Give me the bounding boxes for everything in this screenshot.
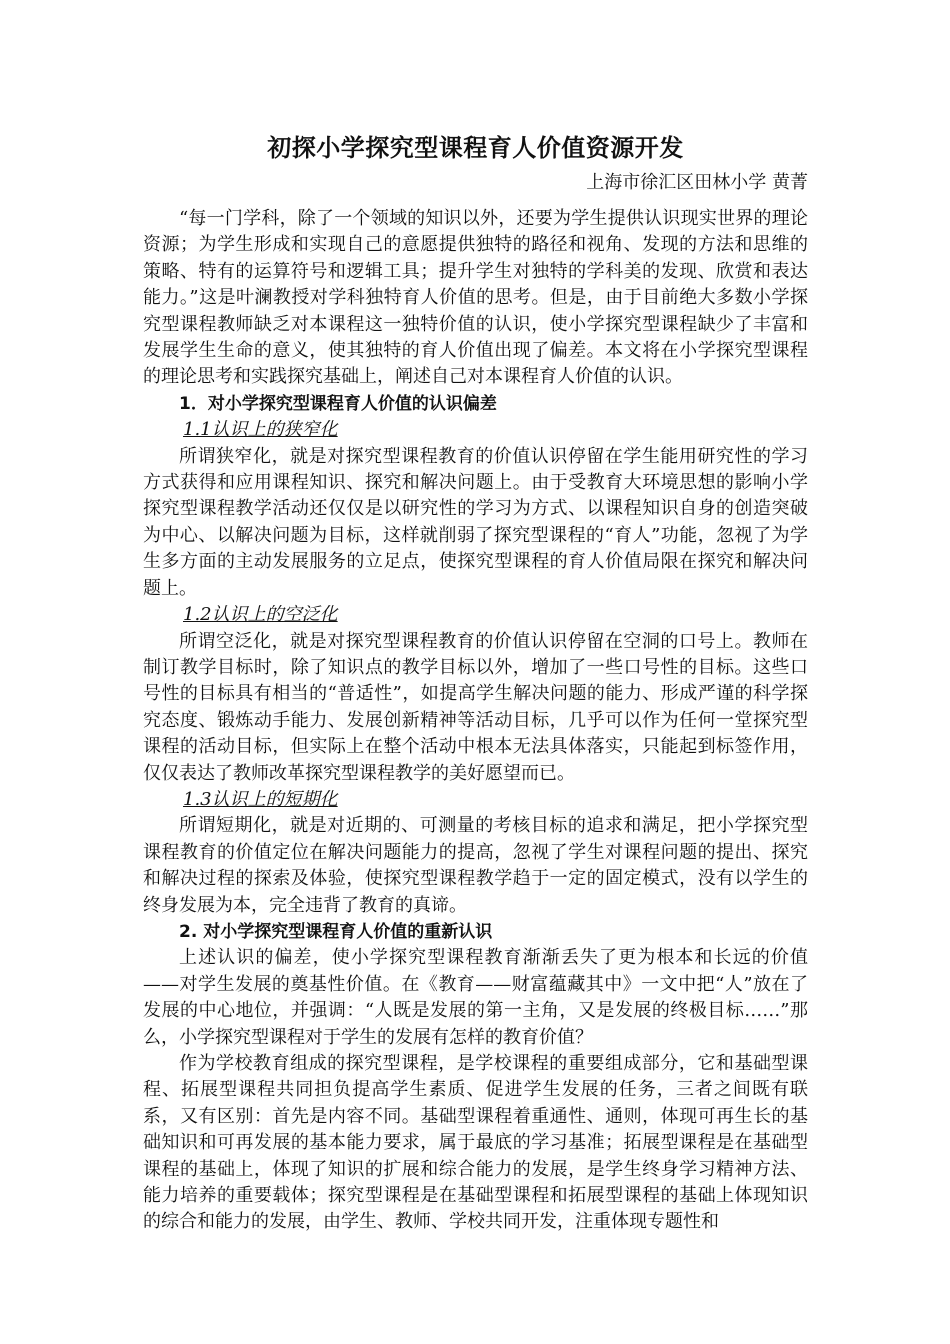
section-2-paragraph-2: 作为学校教育组成的探究型课程，是学校课程的重要组成部分，它和基础型课程、拓展型课程共同担负提高学生素质、促进学生发展的任务，三者之间既有联系，又有区别：首先是内容不同。基础型课程着重通性、通则，体现可再生长的基础知识和可再发展的基本能力要求，属于最底的学习基准；拓展型课程是在基础型课程的基础上，体现了知识的扩展和综合能力的发展，是学生终身学习精神方法、能力培养的重要载体；探究型课程是在基础型课程和拓展型课程的基础上体现知识的综合和能力的发展，由学生、教师、学校共同开发，注重体现专题性和 (143, 1053, 808, 1233)
subsection-1-1-paragraph: 所谓狭窄化，就是对探究型课程教育的价值认识停留在学生能用研究性的学习方式获得和应用课程知识、探究和解决问题上。由于受教育大环境思想的影响小学探究型课程教学活动还仅仅是以研究性的学习为方式、以课程知识自身的创造突破为中心、以解决问题为目标，这样就削弱了探究型课程的“育人”功能，忽视了为学生多方面的主动发展服务的立足点，使探究型课程的育人价值局限在探究和解决问题上。 (143, 445, 808, 599)
document-page (143, 0, 808, 1236)
document-author: 上海市徐汇区田林小学 黄菁 (586, 172, 808, 193)
section-2-paragraph-1: 上述认识的偏差，使小学探究型课程教育渐渐丢失了更为根本和长远的价值——对学生发展的奠基性价值。在《教育——财富蕴藏其中》一文中把“人”放在了发展的中心地位，并强调：“人既是发展的第一主角，又是发展的终极目标……”那么，小学探究型课程对于学生的发展有怎样的教育价值？ (143, 947, 808, 1048)
intro-paragraph: “每一门学科，除了一个领域的知识以外，还要为学生提供认识现实世界的理论资源；为学生形成和实现自己的意愿提供独特的路径和视角、发现的方法和思维的策略、特有的运算符号和逻辑工具；提升学生对独特的学科美的发现、欣赏和表达能力。”这是叶澜教授对学科独特育人价值的思考。但是，由于目前绝大多数小学探究型课程教师缺乏对本课程这一独特价值的认识，使小学探究型课程缺少了丰富和发展学生生命的意义，使其独特的育人价值出现了偏差。本文将在小学探究型课程的理论思考和实践探究基础上，阐述自己对本课程育人价值的认识。 (143, 208, 808, 388)
section-2-heading: 2. 对小学探究型课程育人价值的重新认识 (179, 921, 493, 942)
subsection-1-3-heading: 1.3认识上的短期化 (183, 788, 338, 810)
subsection-1-1-heading: 1.1认识上的狭窄化 (183, 419, 338, 441)
subsection-1-3-paragraph: 所谓短期化，就是对近期的、可测量的考核目标的追求和满足，把小学探究型课程教育的价值定位在解决问题能力的提高，忽视了学生对课程问题的提出、探究和解决过程的探索及体验，使探究型课程教学趋于一定的固定模式，没有以学生的终身发展为本，完全违背了教育的真谛。 (143, 815, 808, 916)
subsection-1-2-paragraph: 所谓空泛化，就是对探究型课程教育的价值认识停留在空洞的口号上。教师在制订教学目标时，除了知识点的教学目标以外，增加了一些口号性的目标。这些口号性的目标具有相当的“普适性”，如提高学生解决问题的能力、形成严谨的科学探究态度、锻炼动手能力、发展创新精神等活动目标，几乎可以作为任何一堂探究型课程的活动目标，但实际上在整个活动中根本无法具体落实，只能起到标签作用，仅仅表达了教师改革探究型课程教学的美好愿望而已。 (143, 630, 808, 784)
document-title: 初探小学探究型课程育人价值资源开发 (267, 134, 684, 162)
section-1-heading: 1．对小学探究型课程育人价值的认识偏差 (179, 393, 497, 414)
subsection-1-2-heading: 1.2认识上的空泛化 (183, 604, 338, 626)
